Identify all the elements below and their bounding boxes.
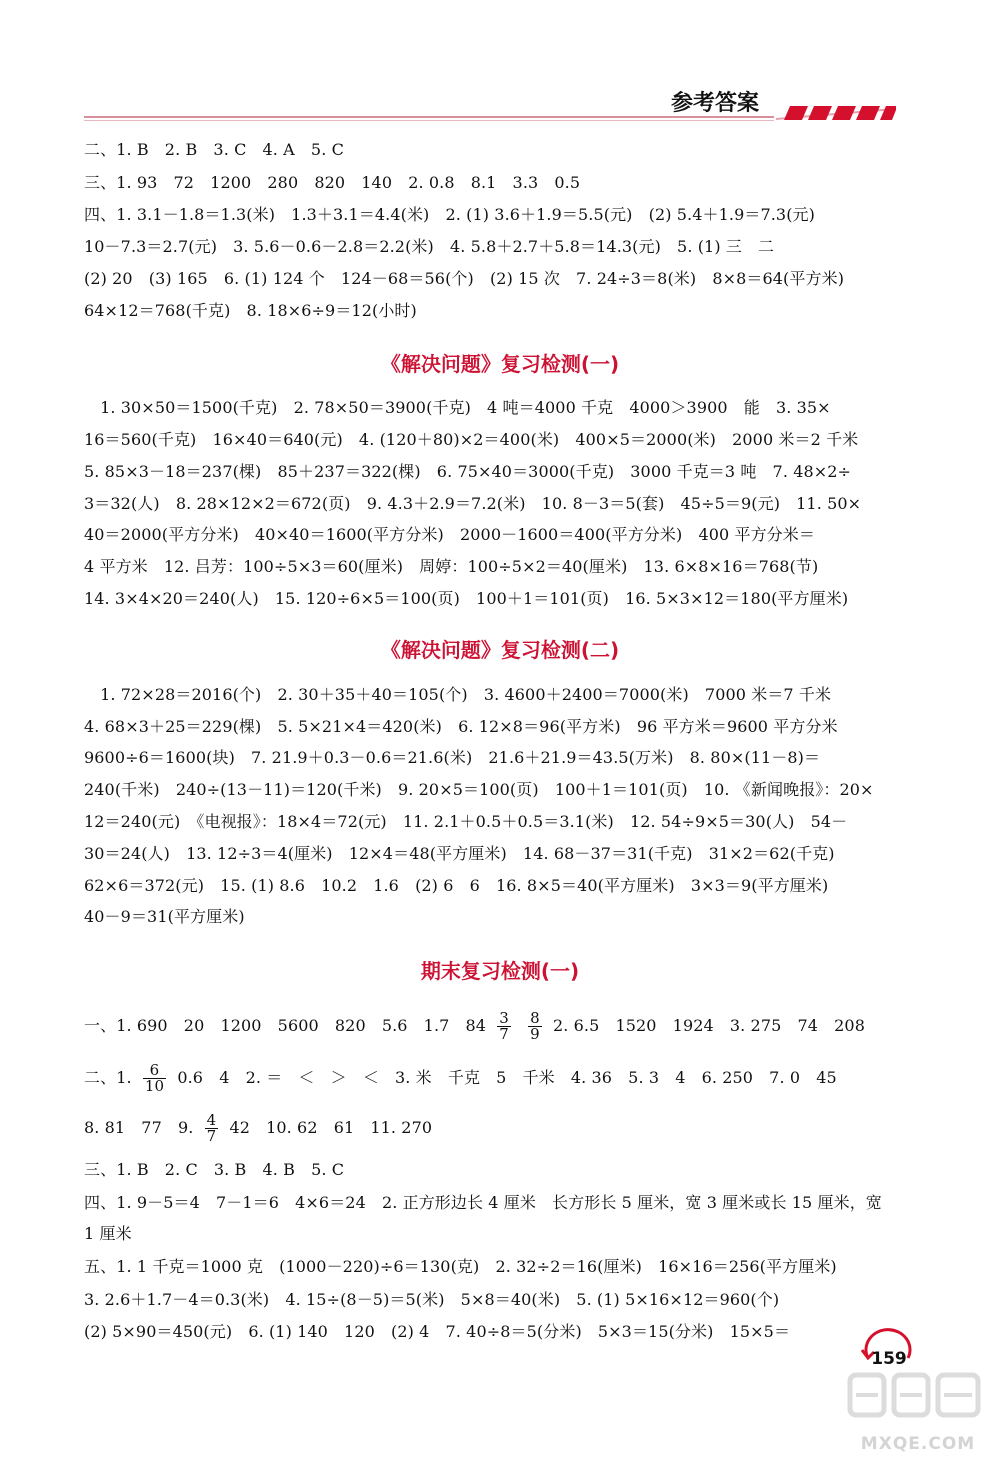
fraction-denominator: 10	[144, 1077, 165, 1095]
answer-line: 62×6＝372(元) 15. (1) 8.6 10.2 1.6 (2) 6 6 16. 8×5＝40(平方厘米) 3×3＝9(平方厘米)	[84, 876, 829, 895]
answer-line: 16＝560(千克) 16×40＝640(元) 4. (120＋80)×2＝400(米) 400×5＝2000(米) 2000 米＝2 千米	[84, 430, 859, 449]
header-stripes-decoration	[776, 102, 896, 124]
answer-text: 8. 81 77 9.	[84, 1118, 194, 1137]
answer-line: 四、1. 3.1－1.8＝1.3(米) 1.3＋3.1＝4.4(米) 2. (1) 3.6＋1.9＝5.5(元) (2) 5.4＋1.9＝7.3(元)	[84, 205, 815, 224]
answer-text: 42 10. 62 61 11. 270	[229, 1118, 433, 1137]
header-title: 参考答案	[670, 91, 759, 116]
answer-line: 12＝240(元) 《电视报》：18×4＝72(元) 11. 2.1＋0.5＋0.5＝3.1(米) 12. 54÷9×5＝30(人) 54－	[84, 812, 848, 831]
section-title: 期末复习检测(一)	[420, 959, 580, 983]
fraction	[143, 1063, 166, 1094]
answer-text: 二、1.	[84, 1068, 132, 1087]
answer-line: 64×12＝768(千克) 8. 18×6÷9＝12(小时)	[84, 301, 417, 320]
answer-line: 1 厘米	[84, 1224, 132, 1243]
fraction-numerator: 3	[499, 1009, 509, 1027]
answer-line: 40＝2000(平方分米) 40×40＝1600(平方分米) 2000－1600＝400(平方分米) 400 平方分米＝	[84, 525, 815, 544]
answer-line: (2) 20 (3) 165 6. (1) 124 个 124－68＝56(个) (2) 15 次 7. 24÷3＝8(米) 8×8＝64(平方米)	[84, 269, 845, 288]
answer-line: 5. 85×3－18＝237(棵) 85＋237＝322(棵) 6. 75×40＝3000(千克) 3000 千克＝3 吨 7. 48×2÷	[84, 462, 852, 481]
answer-line: 30＝24(人) 13. 12÷3＝4(厘米) 12×4＝48(平方厘米) 14. 68－37＝31(千克) 31×2＝62(千克)	[84, 844, 835, 863]
answer-line: 1. 30×50＝1500(千克) 2. 78×50＝3900(千克) 4 吨＝4000 千克 4000＞3900 能 3. 35×	[84, 398, 831, 417]
fraction-denominator: 7	[206, 1127, 217, 1145]
fraction	[528, 1011, 542, 1042]
answer-line-with-fractions	[84, 1006, 904, 1046]
answer-text: 2. 6.5 1520 1924 3. 275 74 208	[552, 1016, 865, 1035]
section-title: 《解决问题》复习检测(二)	[380, 638, 620, 662]
answer-line: 4. 68×3＋25＝229(棵) 5. 5×21×4＝420(米) 6. 12×8＝96(平方米) 96 平方米＝9600 平方分米	[84, 717, 838, 736]
answer-line: 3＝32(人) 8. 28×12×2＝672(页) 9. 4.3＋2.9＝7.2(米) 10. 8－3＝5(套) 45÷5＝9(元) 11. 50×	[84, 494, 862, 513]
answer-line: 1. 72×28＝2016(个) 2. 30＋35＋40＝105(个) 3. 4600＋2400＝7000(米) 7000 米＝7 千米	[84, 685, 832, 704]
header-rule-thin	[84, 120, 774, 121]
answer-line: 9600÷6＝1600(块) 7. 21.9＋0.3－0.6＝21.6(米) 21.6＋21.9＝43.5(万米) 8. 80×(11－8)＝	[84, 748, 821, 767]
page-number: 159	[871, 1349, 907, 1369]
answer-line-with-fractions	[84, 1058, 904, 1098]
fraction-numerator: 6	[143, 1063, 166, 1079]
answer-line: 二、1. B 2. B 3. C 4. A 5. C	[84, 140, 344, 159]
header-rule	[84, 116, 774, 118]
section-title: 《解决问题》复习检测(一)	[380, 352, 620, 376]
fraction-denominator: 7	[499, 1025, 509, 1043]
answer-line: 四、1. 9－5＝4 7－1＝6 4×6＝24 2. 正方形边长 4 厘米 长方形长 5 厘米，宽 3 厘米或长 15 厘米，宽	[84, 1193, 882, 1212]
answer-line: (2) 5×90＝450(元) 6. (1) 140 120 (2) 4 7. 40÷8＝5(分米) 5×3＝15(分米) 15×5＝	[84, 1322, 791, 1341]
answer-line: 4 平方米 12. 吕芳：100÷5×3＝60(厘米) 周婷：100÷5×2＝40(厘米) 13. 6×8×16＝768(节)	[84, 557, 819, 576]
fraction-denominator: 9	[530, 1025, 540, 1043]
answer-line: 14. 3×4×20＝240(人) 15. 120÷6×5＝100(页) 100＋1＝101(页) 16. 5×3×12＝180(平方厘米)	[84, 589, 849, 608]
answer-text: 0.6 4 2. ＝ ＜ ＞ ＜ 3. 米 千克 5 千米 4. 36 5. 3 4 6. 250 7. 0 45	[177, 1068, 837, 1087]
answer-line: 240(千米) 240÷(13－11)＝120(千米) 9. 20×5＝100(页) 100＋1＝101(页) 10. 《新闻晚报》：20×	[84, 780, 874, 799]
fraction-numerator: 4	[206, 1111, 217, 1129]
answer-line: 三、1. B 2. C 3. B 4. B 5. C	[84, 1160, 345, 1179]
answer-text: 一、1. 690 20 1200 5600 820 5.6 1.7 84	[84, 1016, 487, 1035]
answer-line: 三、1. 93 72 1200 280 820 140 2. 0.8 8.1 3.3 0.5	[84, 173, 581, 192]
answer-line: 10－7.3＝2.7(元) 3. 5.6－0.6－2.8＝2.2(米) 4. 5.8＋2.7＋5.8＝14.3(元) 5. (1) 三 二	[84, 237, 775, 256]
fraction	[497, 1011, 511, 1042]
answer-line: 3. 2.6＋1.7－4＝0.3(米) 4. 15÷(8－5)＝5(米) 5×8＝40(米) 5. (1) 5×16×12＝960(个)	[84, 1290, 780, 1309]
fraction	[205, 1113, 219, 1144]
answer-line-with-fractions	[84, 1108, 904, 1148]
answer-line: 五、1. 1 千克＝1000 克 (1000－220)÷6＝130(克) 2. 32÷2＝16(厘米) 16×16＝256(平方厘米)	[84, 1257, 837, 1276]
fraction-numerator: 8	[530, 1009, 540, 1027]
answer-line: 40－9＝31(平方厘米)	[84, 907, 245, 926]
watermark-text: MXQE.COM	[860, 1434, 976, 1454]
